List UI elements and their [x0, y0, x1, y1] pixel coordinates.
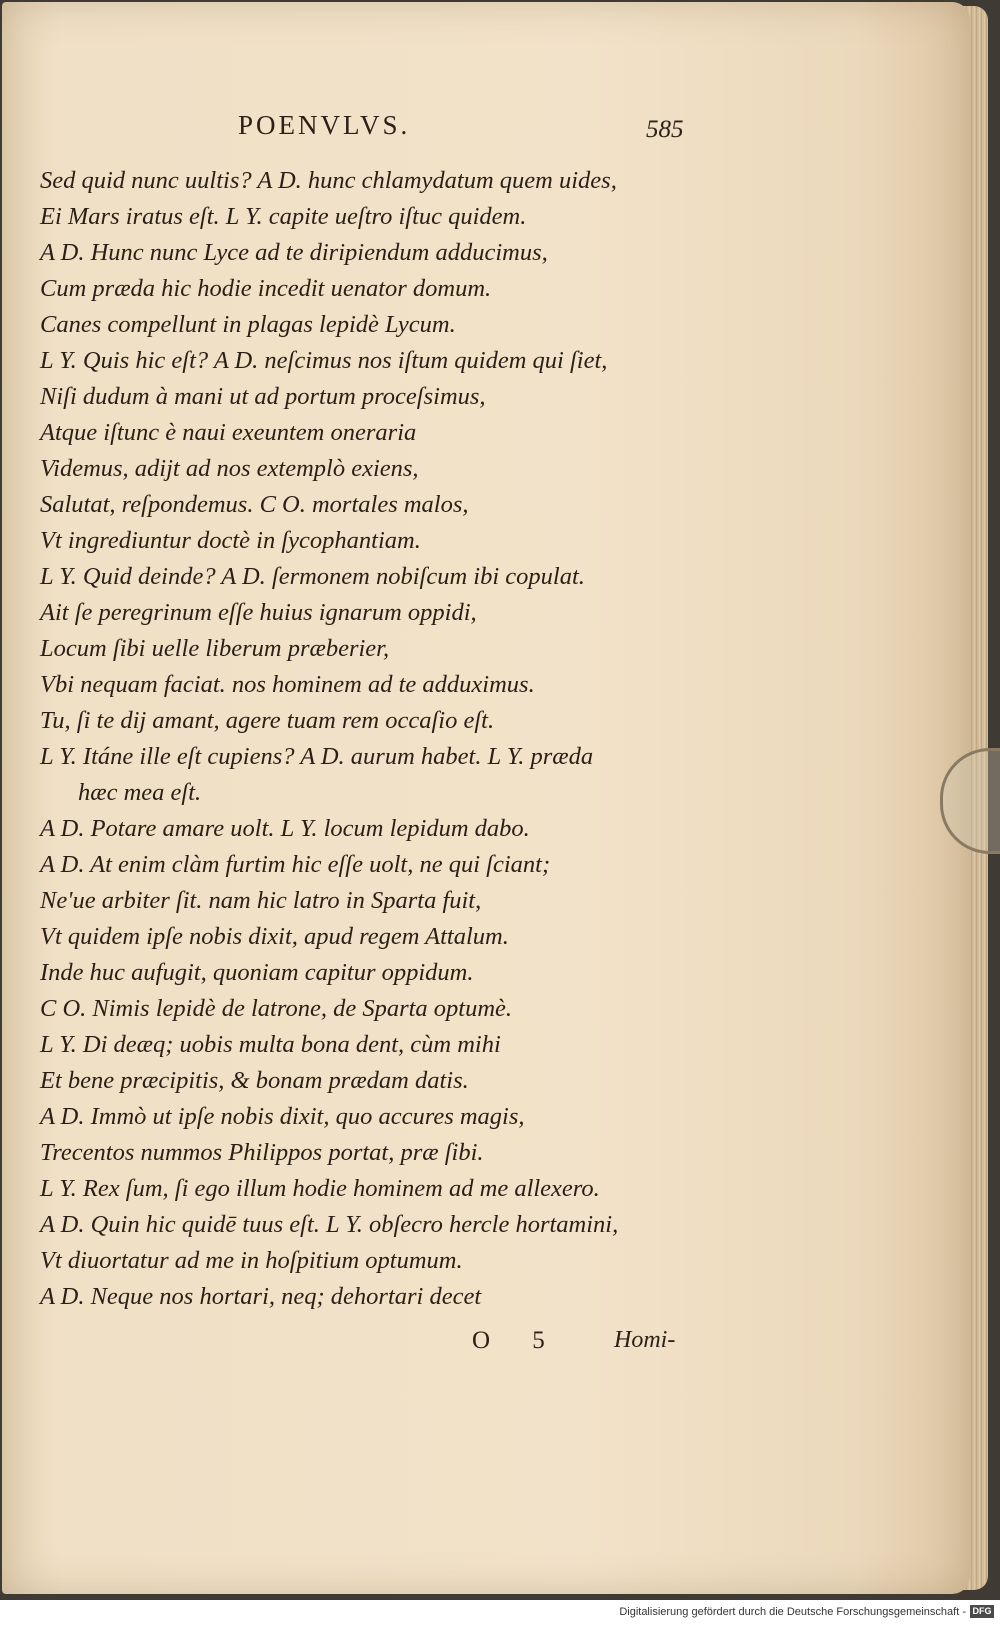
verse-text-block [40, 163, 720, 1315]
running-head [2, 110, 970, 146]
book-page [2, 2, 970, 1594]
verse-line: L Y. Di deæq; uobis multa bona dent, cùm mihi [40, 1031, 501, 1058]
verse-line: Vt diuortatur ad me in hoſpitium optumum. [40, 1247, 463, 1274]
verse-line: A D. Quin hic quidē tuus eſt. L Y. obſecro hercle hortamini, [40, 1211, 619, 1238]
verse-line: A D. Immò ut ipſe nobis dixit, quo accures magis, [40, 1103, 525, 1130]
verse-line: A D. At enim clàm furtim hic eſſe uolt, ne qui ſciant; [40, 851, 551, 878]
verse-line-continuation: hæc mea eſt. [78, 779, 202, 806]
signature-mark: O 5 [472, 1327, 563, 1354]
verse-line: L Y. Quis hic eſt? A D. neſcimus nos iſtum quidem qui ſiet, [40, 347, 608, 374]
credit-text: Digitalisierung gefördert durch die Deutsche Forschungsgemeinschaft - [619, 1606, 966, 1618]
verse-line: Ait ſe peregrinum eſſe huius ignarum oppidi, [40, 599, 477, 626]
verse-line: Atque iſtunc è naui exeuntem oneraria [40, 419, 417, 446]
verse-line: Cum præda hic hodie incedit uenator domum. [40, 275, 492, 302]
verse-line: Sed quid nunc uultis? A D. hunc chlamydatum quem uides, [40, 167, 617, 194]
catchword: Homi- [614, 1327, 676, 1353]
verse-line: Niſi dudum à mani ut ad portum proceſsimus, [40, 383, 486, 410]
verse-line: A D. Potare amare uolt. L Y. locum lepidum dabo. [40, 815, 530, 842]
verse-line: L Y. Rex ſum, ſi ego illum hodie hominem ad me allexero. [40, 1175, 600, 1202]
verse-line: Tu, ſi te dij amant, agere tuam rem occaſio eſt. [40, 707, 495, 734]
verse-line: Et bene præcipitis, & bonam prædam datis. [40, 1067, 469, 1094]
dfg-logo-icon: DFG [970, 1605, 994, 1618]
verse-line: Locum ſibi uelle liberum præberier, [40, 635, 390, 662]
running-title: POENVLVS. [238, 110, 411, 140]
verse-line: C O. Nimis lepidè de latrone, de Sparta optumè. [40, 995, 513, 1022]
credit-bar [0, 1600, 1000, 1625]
verse-line: Ei Mars iratus eſt. L Y. capite ueſtro iſtuc quidem. [40, 203, 527, 230]
verse-line: Videmus, adijt ad nos extemplò exiens, [40, 455, 419, 482]
verse-line: Ne'ue arbiter ſit. nam hic latro in Sparta fuit, [40, 887, 482, 914]
verse-line: Salutat, reſpondemus. C O. mortales malos, [40, 491, 469, 518]
page-footer [2, 1327, 970, 1363]
verse-line: Canes compellunt in plagas lepidè Lycum. [40, 311, 456, 338]
verse-line: L Y. Itáne ille eſt cupiens? A D. aurum habet. L Y. præda [40, 743, 594, 770]
verse-line: A D. Neque nos hortari, neq; dehortari decet [40, 1283, 482, 1310]
verse-line: Vt ingrediuntur doctè in ſycophantiam. [40, 527, 421, 554]
verse-line: Vt quidem ipſe nobis dixit, apud regem Attalum. [40, 923, 509, 950]
verse-line: Inde huc aufugit, quoniam capitur oppidum. [40, 959, 474, 986]
verse-line: Trecentos nummos Philippos portat, præ ſibi. [40, 1139, 484, 1166]
verse-line: A D. Hunc nunc Lyce ad te diripiendum adducimus, [40, 239, 548, 266]
page-number: 585 [646, 116, 684, 143]
verse-line: L Y. Quid deinde? A D. ſermonem nobiſcum ibi copulat. [40, 563, 585, 590]
verse-line: Vbi nequam faciat. nos hominem ad te adduximus. [40, 671, 535, 698]
